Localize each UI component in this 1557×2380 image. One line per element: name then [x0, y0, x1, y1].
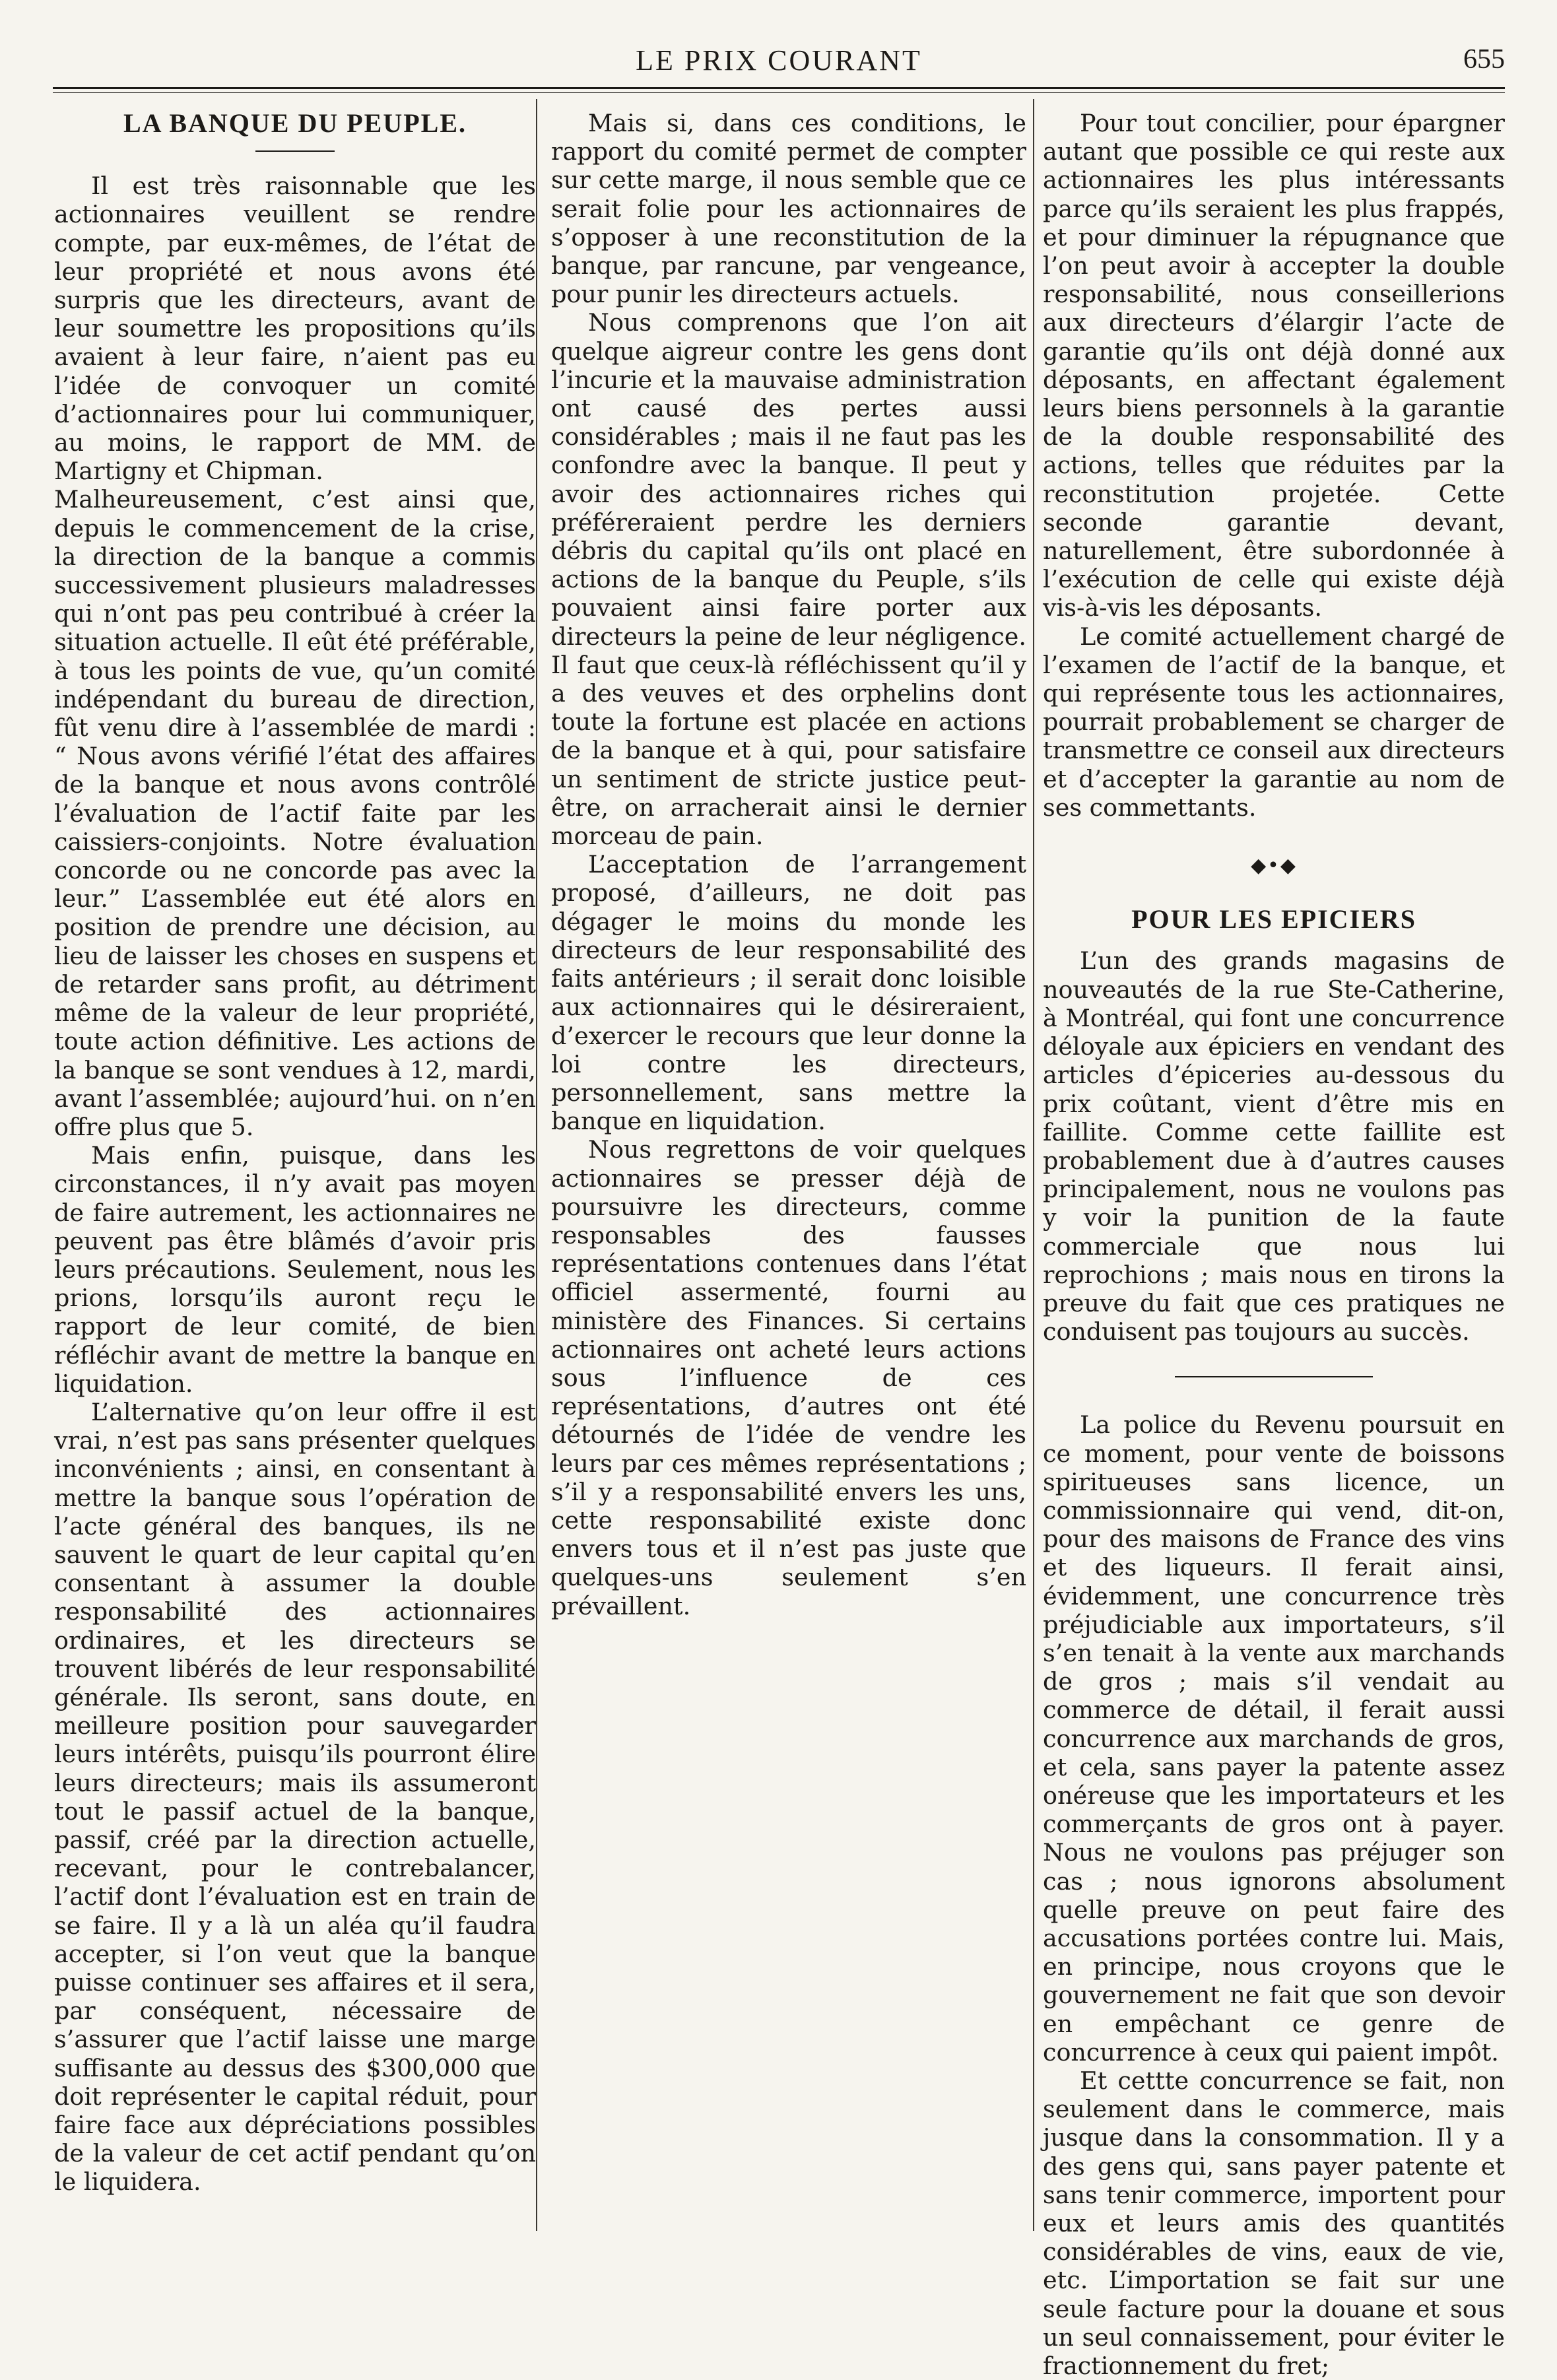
column-3	[1043, 109, 1505, 2380]
article-paragraph: Mais enfin, puisque, dans les circonstances, il n’y avait pas moyen de faire autrement, les actionnaires ne peuvent pas être blâmés d’avoir pris leurs précautions. Seulement, nous les prions, lorsqu’ils auront reçu le rapport de leur comité, de bien réfléchir avant de mettre la banque en liquidation.	[54, 1141, 536, 1398]
article-paragraph: La police du Revenu poursuit en ce moment, pour vente de boissons spiritueuses sans licence, un commissionnaire qui vend, dit-on, pour des maisons de France des vins et des liqueurs. Il ferait ainsi, évidemment, une concurrence très préjudiciable aux importateurs, s’il s’en tenait à la vente aux marchands de gros ; mais s’il vendait au commerce de détail, il ferait aussi concurrence aux marchands de gros, et cela, sans payer la patente assez onéreuse que les importateurs et les commerçants de gros ont à payer. Nous ne voulons pas préjuger son cas ; nous ignorons absolument quelle preuve on peut faire des accusations portées contre lui. Mais, en principe, nous croyons que le gouvernement ne fait que son devoir en empêchant ce genre de concurrence à ceux qui paient impôt.	[1043, 1410, 1505, 2066]
article-paragraph: Nous regrettons de voir quelques actionnaires se presser déjà de poursuivre les directeurs, comme responsables des fausses représentations contenues dans l’état officiel assermenté, fourni au ministère des Finances. Si certains actionnaires ont acheté leurs actions sous l’influence de ces représentations, d’autres ont été détournés de l’idée de vendre les leurs par ces mêmes représentations ; s’il y a responsabilité envers les uns, cette responsabilité existe donc envers tous et il n’est pas juste que quelques-uns seulement s’en prévaillent.	[551, 1135, 1026, 1620]
page-header	[53, 38, 1505, 84]
column-divider	[1033, 99, 1034, 2231]
column-divider	[536, 99, 537, 2231]
header-rule-thin	[53, 92, 1505, 93]
publication-title: LE PRIX COURANT	[636, 44, 922, 77]
article-paragraph: Mais si, dans ces conditions, le rapport du comité permet de compter sur cette marge, il nous semble que ce serait folie pour les actionnaires de s’opposer à une reconstitution de la banque, par rancune, par vengeance, pour punir les directeurs actuels.	[551, 109, 1026, 309]
article-title: POUR LES EPICIERS	[1131, 904, 1416, 935]
ornament-divider: ◆•◆	[1251, 854, 1297, 878]
article-paragraph: L’un des grands magasins de nouveautés de la rue Ste-Catherine, à Montréal, qui font une concurrence déloyale aux épiciers en vendant des articles d’épiceries au-dessous du prix coûtant, vient d’être mis en faillite. Comme cette faillite est probablement due à d’autres causes principalement, nous ne voulons pas y voir la punition de la faute commerciale que nous lui reprochions ; mais nous en tirons la preuve du fait que ces pratiques ne conduisent pas toujours au succès.	[1043, 946, 1505, 1346]
page-number: 655	[1463, 44, 1505, 75]
article-paragraph: Il est très raisonnable que les actionnaires veuillent se rendre compte, par eux-mêmes, de l’état de leur propriété et nous avons été surpris que les directeurs, avant de leur soumettre les propositions qu’ils avaient à leur faire, n’aient pas eu l’idée de convoquer un comité d’actionnaires pour lui communiquer, au moins, le rapport de MM. de Martigny et Chipman.	[54, 172, 536, 486]
article-paragraph: Et cettte concurrence se fait, non seulement dans le commerce, mais jusque dans la consommation. Il y a des gens qui, sans payer patente et sans tenir commerce, importent pour eux et leurs amis des quantités considérables de vins, eaux de vie, etc. L’importation se fait sur une seule facture pour la douane et sous un seul connaissement, pour éviter le fractionnement du fret;	[1043, 2066, 1505, 2380]
article-paragraph: Le comité actuellement chargé de l’examen de l’actif de la banque, et qui représente tous les actionnaires, pourrait probablement se charger de transmettre ce conseil aux directeurs et d’accepter la garantie au nom de ses commettants.	[1043, 622, 1505, 822]
article-paragraph: Malheureusement, c’est ainsi que, depuis le commencement de la crise, la direction de la banque a commis successivement plusieurs maladresses qui n’ont pas peu contribué à créer la situation actuelle. Il eût été préférable, à tous les points de vue, qu’un comité indépendant du bureau de direction, fût venu dire à l’assemblée de mardi : “ Nous avons vérifié l’état des affaires de la banque et nous avons contrôlé l’évaluation de l’actif faite par les caissiers-conjoints. Notre évaluation concorde ou ne concorde pas avec la leur.” L’assemblée eut été alors en position de prendre une décision, au lieu de laisser les choses en suspens et de retarder sans profit, au détriment même de la valeur de leur propriété, toute action définitive. Les actions de la banque se sont vendues à 12, mardi, avant l’assemblée; aujourd’hui. on n’en offre plus que 5.	[54, 485, 536, 1141]
article-paragraph: Nous comprenons que l’on ait quelque aigreur contre les gens dont l’incurie et la mauvaise administration ont causé des pertes aussi considérables ; mais il ne faut pas les confondre avec la banque. Il peut y avoir des actionnaires riches qui préféreraient perdre les derniers débris du capital qu’ils ont placé en actions de la banque du Peuple, s’ils pouvaient ainsi faire porter aux directeurs la peine de leur négligence. Il faut que ceux-là réfléchissent qu’il y a des veuves et des orphelins dont toute la fortune est placée en actions de la banque et à qui, pour satisfaire un sentiment de stricte justice peut-être, on arracherait ainsi le dernier morceau de pain.	[551, 308, 1026, 851]
column-2	[551, 109, 1026, 1620]
header-rule	[53, 87, 1505, 89]
article-title: LA BANQUE DU PEUPLE.	[123, 108, 467, 138]
column-1	[54, 109, 536, 2197]
title-rule	[255, 150, 335, 152]
section-separator	[1175, 1376, 1373, 1377]
article-paragraph: L’acceptation de l’arrangement proposé, d’ailleurs, ne doit pas dégager le moins du monde les directeurs de leur responsabilité des faits antérieurs ; il serait donc loisible aux actionnaires qui le désireraient, d’exercer le recours que leur donne la loi contre les directeurs, personnellement, sans mettre la banque en liquidation.	[551, 850, 1026, 1136]
article-paragraph: L’alternative qu’on leur offre il est vrai, n’est pas sans présenter quelques inconvénients ; ainsi, en consentant à mettre la banque sous l’opération de l’acte général des banques, ils ne sauvent le quart de leur capital qu’en consentant à assumer la double responsabilité des actionnaires ordinaires, et les directeurs se trouvent libérés de leur responsabilité générale. Ils seront, sans doute, en meilleure position pour sauvegarder leurs intérêts, puisqu’ils pourront élire leurs directeurs; mais ils assumeront tout le passif actuel de la banque, passif, créé par la direction actuelle, recevant, pour le contrebalancer, l’actif dont l’évaluation est en train de se faire. Il y a là un aléa qu’il faudra accepter, si l’on veut que la banque puisse continuer ses affaires et il sera, par conséquent, nécessaire de s’assurer que l’actif laisse une marge suffisante au dessus des $300,000 que doit représenter le capital réduit, pour faire face aux dépréciations possibles de la valeur de cet actif pendant qu’on le liquidera.	[54, 1397, 536, 2197]
article-paragraph: Pour tout concilier, pour épargner autant que possible ce qui reste aux actionnaires les plus intéressants parce qu’ils seraient les plus frappés, et pour diminuer la répugnance que l’on peut avoir à accepter la double responsabilité, nous conseillerions aux directeurs d’élargir l’acte de garantie qu’ils ont déjà donné aux déposants, en affectant également leurs biens personnels à la garantie de la double responsabilité des actions, telles que réduites par la reconstitution projetée. Cette seconde garantie devant, naturellement, être subordonnée à l’exécution de celle qui existe déjà vis-à-vis les déposants.	[1043, 109, 1505, 622]
